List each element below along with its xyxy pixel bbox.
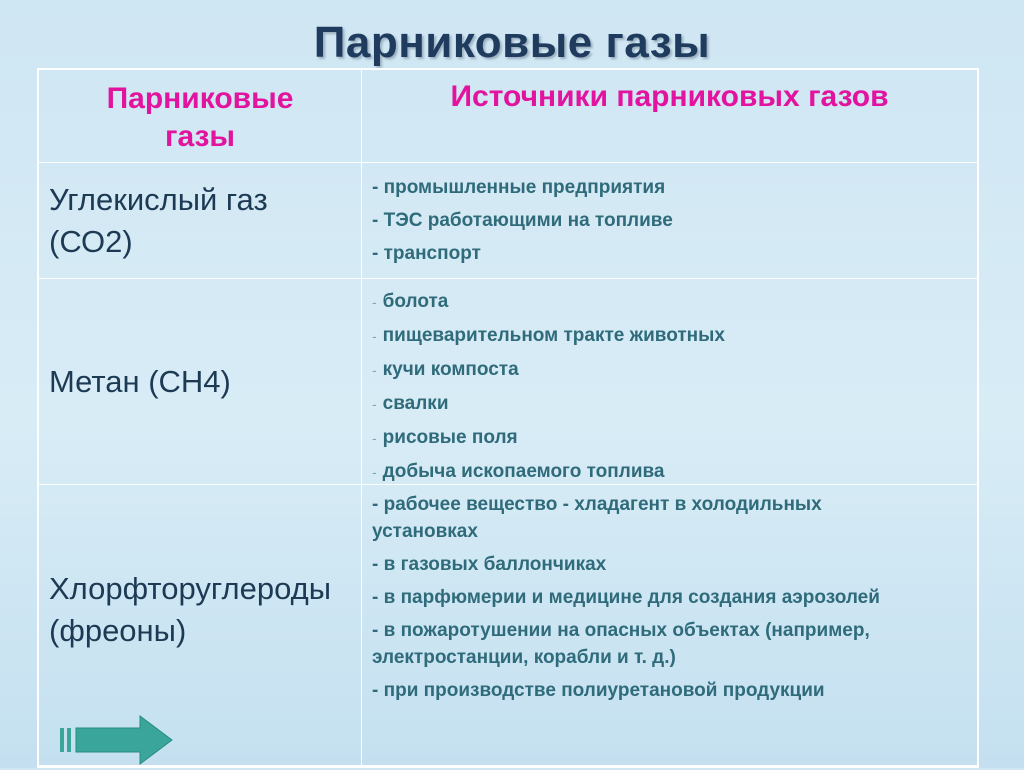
gas-name: Метан (СН4) <box>49 363 231 399</box>
greenhouse-gas-table <box>37 68 979 768</box>
header-gases-label: Парниковые газы <box>106 82 294 153</box>
source-item: - рисовые поля <box>372 427 518 448</box>
gas-name: Углекислый газ (СО2) <box>49 181 268 259</box>
arrow-right-icon <box>58 715 174 765</box>
source-item: - транспорт <box>372 243 481 264</box>
source-item: - промышленные предприятия <box>372 177 666 198</box>
table-row-co2-gas <box>39 163 362 279</box>
source-item: - при производстве полиуретановой продукции <box>372 680 825 701</box>
header-gases <box>39 70 362 163</box>
source-item: - кучи компоста <box>372 359 519 380</box>
source-item: - ТЭС работающими на топливе <box>372 210 673 231</box>
table-row-ch4-gas <box>39 279 362 485</box>
source-item: - в пожаротушении на опасных объектах (например, электростанции, корабли и т. д.) <box>372 620 870 668</box>
source-item: - в парфюмерии и медицине для создания аэрозолей <box>372 587 880 608</box>
header-sources-label: Источники парниковых газов <box>450 80 889 113</box>
source-item: - болота <box>372 291 449 312</box>
table-row-co2-sources <box>362 163 977 279</box>
gas-name: Хлорфторуглероды (фреоны) <box>49 571 332 648</box>
next-slide-button[interactable] <box>58 715 174 765</box>
table-row-ch4-sources <box>362 279 977 485</box>
source-item: - добыча ископаемого топлива <box>372 461 665 482</box>
slide-title: Парниковые газы <box>313 18 711 67</box>
source-item: - свалки <box>372 393 449 414</box>
source-item: - рабочее вещество - хладагент в холодильных установках <box>372 494 822 542</box>
table-row-cfc-sources <box>362 485 977 766</box>
source-item: - пищеварительном тракте животных <box>372 325 725 346</box>
header-sources <box>362 70 977 163</box>
source-item: - в газовых баллончиках <box>372 554 607 575</box>
